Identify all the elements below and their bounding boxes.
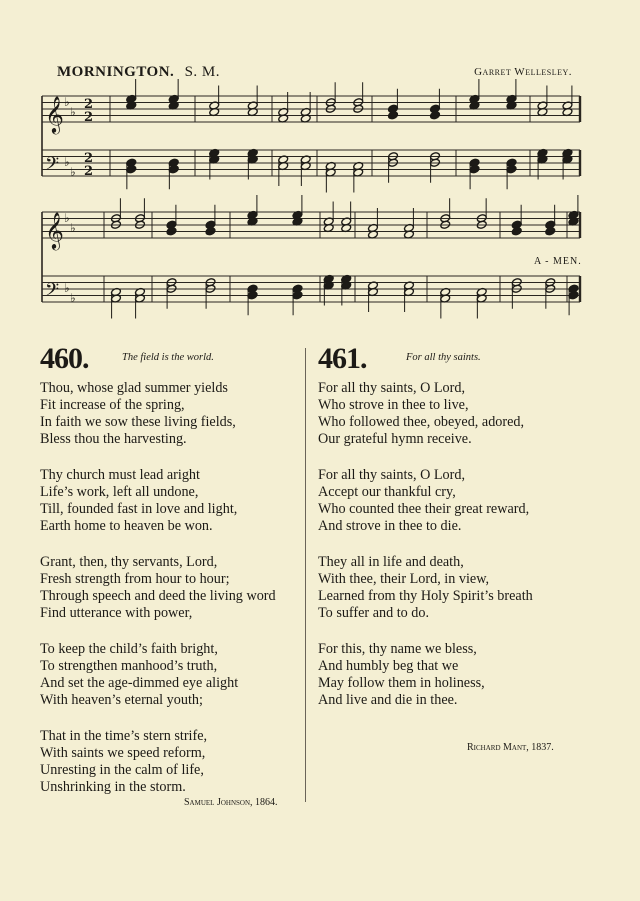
verse-line: They all in life and death, bbox=[318, 554, 464, 570]
hymn-subtitle: The field is the world. bbox=[122, 352, 214, 363]
verse-line: To strengthen manhood’s truth, bbox=[40, 658, 218, 674]
stanza bbox=[40, 641, 276, 709]
verse-line: Who followed thee, obeyed, adored, bbox=[318, 414, 525, 430]
verse-line: For all thy saints, O Lord, bbox=[318, 467, 465, 483]
clefs bbox=[45, 95, 93, 305]
column-divider bbox=[305, 348, 306, 802]
composer-credit: Garret Wellesley. bbox=[474, 66, 572, 78]
svg-text:♭: ♭ bbox=[70, 165, 76, 179]
verse-line: Fresh strength from hour to hour; bbox=[40, 571, 230, 587]
stanza bbox=[40, 554, 276, 622]
svg-text:2: 2 bbox=[84, 97, 94, 112]
verse-line: For all thy saints, O Lord, bbox=[318, 380, 465, 396]
hymn-author: Samuel Johnson, 1864. bbox=[184, 797, 278, 808]
verse-line: Unresting in the calm of life, bbox=[40, 762, 204, 778]
verse-line: With saints we speed reform, bbox=[40, 745, 206, 761]
verse-line: Unshrinking in the storm. bbox=[40, 779, 186, 795]
verse-line: And humbly beg that we bbox=[318, 658, 459, 674]
verse-line: Who counted thee their great reward, bbox=[318, 501, 530, 517]
verse-line: Our grateful hymn receive. bbox=[318, 431, 472, 447]
verse-line: For this, thy name we bless, bbox=[318, 641, 477, 657]
stanza bbox=[318, 641, 533, 709]
verse-line: That in the time’s stern strife, bbox=[40, 728, 208, 744]
svg-text:𝄞: 𝄞 bbox=[45, 211, 64, 249]
hymn-number: 460. bbox=[40, 342, 89, 375]
tune-meter: S. M. bbox=[184, 64, 220, 80]
verse-line: And set the age-dimmed eye alight bbox=[40, 675, 239, 691]
verse-line: With heaven’s eternal youth; bbox=[40, 692, 203, 708]
stanza bbox=[318, 467, 533, 535]
stanza bbox=[40, 728, 276, 796]
hymn-verses bbox=[40, 380, 276, 815]
hymn-author: Richard Mant, 1837. bbox=[467, 742, 554, 753]
verse-line: Thou, whose glad summer yields bbox=[40, 380, 228, 396]
verse-line: In faith we sow these living fields, bbox=[40, 414, 236, 430]
stanza bbox=[318, 554, 533, 622]
hymn-number: 461. bbox=[318, 342, 367, 375]
verse-line: And live and die in thee. bbox=[318, 692, 458, 708]
svg-text:♭: ♭ bbox=[70, 105, 76, 119]
amen-label: A - MEN. bbox=[534, 256, 582, 267]
stanza bbox=[40, 380, 276, 448]
verse-line: Fit increase of the spring, bbox=[40, 397, 185, 413]
verse-line: Who strove in thee to live, bbox=[318, 397, 469, 413]
svg-text:𝄢: 𝄢 bbox=[45, 154, 60, 179]
svg-text:𝄢: 𝄢 bbox=[45, 280, 60, 305]
svg-text:♭: ♭ bbox=[64, 95, 70, 109]
verse-line: Accept our thankful cry, bbox=[318, 484, 456, 500]
hymn-subtitle: For all thy saints. bbox=[406, 352, 481, 363]
verse-line: Bless thou the harvesting. bbox=[40, 431, 187, 447]
verse-line: Through speech and deed the living word bbox=[40, 588, 276, 604]
svg-text:2: 2 bbox=[84, 110, 94, 125]
verse-line: Grant, then, thy servants, Lord, bbox=[40, 554, 218, 570]
tune-name: MORNINGTON. bbox=[57, 64, 175, 80]
svg-text:♭: ♭ bbox=[70, 221, 76, 235]
stanza bbox=[40, 467, 276, 535]
verse-line: To suffer and to do. bbox=[318, 605, 430, 621]
staff-lines bbox=[42, 96, 580, 302]
svg-text:♭: ♭ bbox=[70, 291, 76, 305]
svg-text:2: 2 bbox=[84, 164, 94, 179]
verse-line: To keep the child’s faith bright, bbox=[40, 641, 218, 657]
verse-line: With thee, their Lord, in view, bbox=[318, 571, 490, 587]
svg-text:♭: ♭ bbox=[64, 281, 70, 295]
verse-line: Life’s work, left all undone, bbox=[40, 484, 199, 500]
verse-line: Thy church must lead aright bbox=[40, 467, 200, 483]
stanza bbox=[318, 380, 533, 448]
verse-line: Earth home to heaven be won. bbox=[40, 518, 213, 534]
verse-line: Learned from thy Holy Spirit’s breath bbox=[318, 588, 533, 604]
verse-line: And strove in thee to die. bbox=[318, 518, 462, 534]
svg-text:𝄞: 𝄞 bbox=[45, 95, 64, 133]
music-score bbox=[0, 0, 640, 330]
svg-text:♭: ♭ bbox=[64, 211, 70, 225]
verse-line: Till, founded fast in love and light, bbox=[40, 501, 238, 517]
svg-text:♭: ♭ bbox=[64, 155, 70, 169]
verse-line: May follow them in holiness, bbox=[318, 675, 485, 691]
verse-line: Find utterance with power, bbox=[40, 605, 193, 621]
svg-text:2: 2 bbox=[84, 151, 94, 166]
hymn-verses bbox=[318, 380, 533, 728]
